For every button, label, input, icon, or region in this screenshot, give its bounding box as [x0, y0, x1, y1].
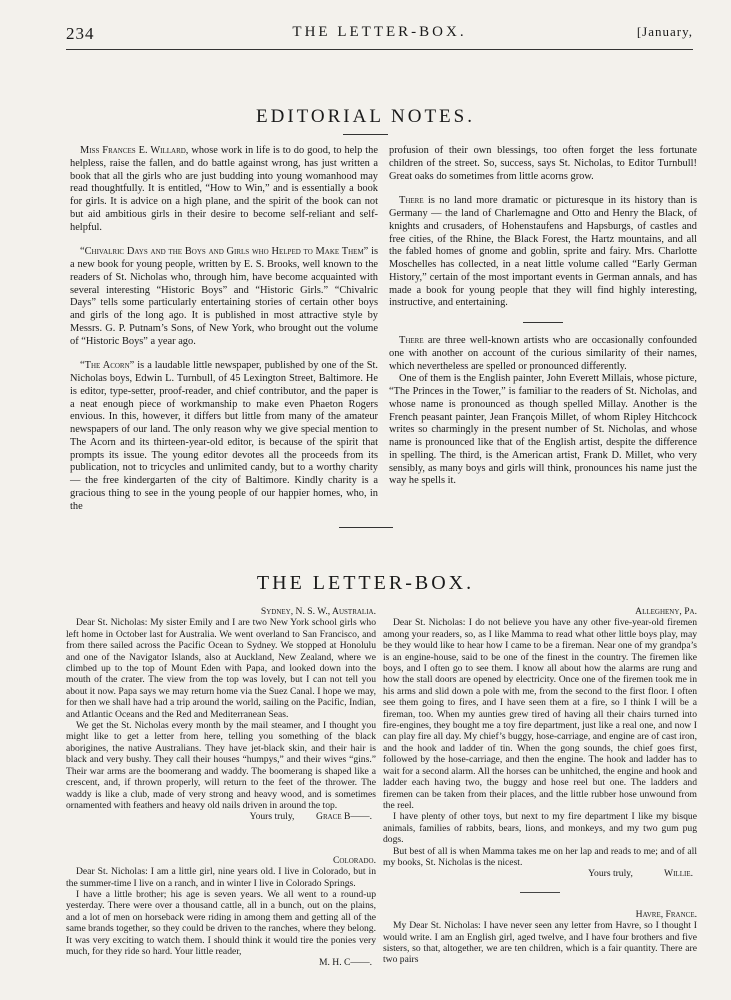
paragraph-lead: Miss Frances E. Willard, — [80, 145, 189, 156]
paragraph-lead: “Chivalric Days and the Boys and Girls who Helped to Make Them” — [80, 246, 369, 258]
editorial-title: EDITORIAL NOTES. — [256, 106, 475, 127]
editorial-paragraph — [389, 335, 697, 373]
letter-place: Allegheny, Pa. — [635, 606, 697, 617]
editorial-title-rule — [343, 134, 388, 135]
paragraph-lead: There — [399, 195, 424, 207]
editorial-left-column — [70, 145, 378, 525]
letter-place: Havre, France. — [635, 908, 697, 920]
letter-paragraph: But best of all is when Mamma takes me on her lap and reads to me; and of all my books, St. Nicholas is the nicest. — [383, 845, 697, 868]
letter-paragraph: I have plenty of other toys, but next to my fire department I like my bisque animals, families of rabbits, bears, lions, and monkeys, and my two gum pug dogs. — [383, 811, 697, 846]
letter-place: Sydney, N. S. W., Australia. — [260, 606, 376, 617]
paragraph-lead: There — [399, 335, 424, 346]
letter-signoff — [383, 868, 693, 879]
letterbox-left-column — [66, 606, 376, 969]
letter-signature: Willie. — [664, 868, 693, 880]
editorial-paragraph — [389, 373, 697, 488]
paragraph-text: profusion of their own blessings, too often forget the less fortunate children of the street. So, success, says St. Nicholas, to Editor Turnbull! Great oaks do sometimes from little acorns grow. — [389, 145, 697, 182]
running-title: THE LETTER-BOX. — [292, 24, 467, 40]
editorial-paragraph — [389, 145, 697, 183]
letterbox-title: THE LETTER-BOX. — [256, 572, 475, 594]
page-number: 234 — [66, 24, 95, 43]
letter-signoff — [66, 957, 372, 968]
editorial-right-column — [389, 145, 697, 500]
paragraph-text: are three well-known artists who are occasionally confounded one with another on account of the curious similarity of their names, which nevertheless are spelled or pronounced differently. — [389, 335, 697, 372]
paragraph-text: is a laudable little newspaper, published by one of the St. Nicholas boys, Edwin L. Turnbull, of 45 Lexington Street, Baltimore. He is editor, type-setter, proof-reader, and chief contributor, and the paper is a neat enough piece of workmanship to make even Phaeton Rogers envious. In this, however, it differs but little from many of the amateur newspapers of our land. The only reason why we give special mention to The Acorn and its thirteen-year-old editor, is because of the spirit that prompts its issue. The young editor devotes all the proceeds from its publication, not to tricycles and unlimited candy, but to a worthy charity — the free kindergarten of the city of Baltimore. Kindly charity is a gracious thing to see in the young people of our happier homes, who, in the — [70, 360, 378, 512]
letter-paragraph: Dear St. Nicholas: My sister Emily and I are two New York school girls who left home in October last for Australia. We went overland to San Francisco, and from there sailed across the Pacific Ocean to Sydney. We stopped at Honolulu and one of the Navigator Islands, also at Auckland, New Zealand, where we climbed up to the top of Mount Eden with Papa, and looked down into the mouth of the crater. The view from the top was lovely, but I can not tell you about it now. Papa says we may return home via the Suez Canal. I hope we may, for then we shall have had a trip around the world, sailing on the Pacific, Indian, and Atlantic Oceans and the Red and Mediterranean Seas. — [66, 617, 376, 720]
letter-divider — [520, 892, 560, 893]
header-rule — [66, 49, 693, 50]
letter-closing: Yours truly, — [249, 811, 295, 823]
letter-paragraph: My Dear St. Nicholas: I have never seen any letter from Havre, so I thought I would write. I am an English girl, aged twelve, and I have four brothers and five sisters, so that, altogether, we are ten children, which is a fair quantity. There are two pairs — [383, 920, 697, 966]
letter-closing: Yours truly, — [588, 868, 633, 880]
editorial-paragraph — [70, 246, 378, 348]
section-divider — [339, 527, 393, 528]
letter-paragraph: We get the St. Nicholas every month by the mail steamer, and I thought you might like to get a letter from here, telling you something of the black aborigines, the native Australians. They have jet-black skin, and their hair is black and very bushy. They call their houses “humpys,” and their wives “gins.” Their war arms are the boomerang and waddy. The boomerang is shaped like a crescent, and, if thrown properly, will return to the feet of the thrower. The waddy is like a club, made of very strong and heavy wood, and is sometimes ornamented with feathers and heavy old nails driven in around the top. — [66, 720, 376, 811]
letter-paragraph: Dear St. Nicholas: I am a little girl, nine years old. I live in Colorado, but in the summer-time I live on a ranch, and in winter I live in Colorado Springs. — [66, 866, 376, 889]
running-head — [66, 24, 693, 44]
letter-paragraph: Dear St. Nicholas: I do not believe you have any other five-year-old firemen among your readers, so, as I like Mamma to read what other little boys play, may be they would like to hear how I came to be a fireman. Near one of my grandpa’s is an engine-house, said to be one of the finest in the country. The firemen like boys, and I often go to see them. I know all about how the alarms are rung and how the stall doors are opened by electricity. Once one of the firemen took me in his arms and slid down a pole with me, from the second to the first floor. I often see them going to fires, and I have seen them at a fire, so I think I will be a fireman, too. When my aunties grew tired of having all their chairs turned into fire-engines, they bought me a toy fire department, just like a real one, and now I can play fire all day. My chief’s buggy, hose-carriage, and engine are of cast iron, and the hook and ladder of tin. When the gong sounds, the chief goes first, followed by the hose-carriage, and then the engine. The hook and ladder has to wait for a second alarm. All the horses can be unhitched, the engine and hook and ladder each having two, the buggy and hose reel but one. The ladders and firemen can be taken from their places, and the little rubber hose unwound from the reel. — [383, 617, 697, 811]
letter-place: Colorado. — [332, 854, 376, 866]
paragraph-text: is a new book for young people, written by E. S. Brooks, well known to the readers of St. Nicholas who, through him, have become acquainted with several interesting “Historic Boys” and “Historic Girls.” “Chivalric Days” tells some particularly entertaining stories of certain other boys and girls of the long ago. It is published in most attractive style by Messrs. G. P. Putnam’s Sons, of New York, who brought out the volume of “Historic Boys” a year ago. — [70, 246, 378, 347]
letter-signature: Grace B——. — [316, 811, 372, 823]
letter-signature: M. H. C——. — [318, 957, 372, 969]
letterbox-right-column — [383, 606, 697, 966]
paragraph-text: One of them is the English painter, John Everett Millais, whose picture, “The Princes in the Tower,” is familiar to the readers of St. Nicholas, and whose name is pronounced as though spelled Millay. Another is the French peasant painter, Jean François Millet, of whom Ripley Hitchcock writes so charmingly in the present number of St. Nicholas, and whose name is pronounced like that of the English artist, despite the difference in spelling. The third, is the American artist, Frank D. Millet, who very sensibly, as many boys and girls will think, pronounces his name just the way he spells it. — [389, 373, 697, 487]
letter-paragraph: I have a little brother; his age is seven years. We all went to a round-up yesterday. There were over a thousand cattle, all in a bunch, out on the plains, and a lot of men on horseback were riding in among them and getting all of the same brands together, so they could be driven to the ranches, where they belong. It was very exciting to watch them. I should think it would tire the ponies very much, for they ride so hard. Your little reader, — [66, 888, 376, 957]
paragraph-text: whose work in life is to do good, to help the helpless, raise the fallen, and do battle against wrong, has just written a book that all the girls who are just budding into young womanhood may read thoughtfully. It is entitled, “How to Win,” and is essentially a book for girls. It is advice on a high plane, and the spirit of the book can not but aid ambitious girls in their desire to become self-reliant and self-helpful. — [70, 145, 378, 233]
paragraph-lead: “The Acorn” — [80, 360, 135, 372]
editorial-divider — [523, 322, 563, 323]
running-month: [January, — [636, 24, 693, 39]
editorial-paragraph — [70, 360, 378, 513]
letter-gap — [66, 823, 376, 837]
editorial-paragraph — [389, 195, 697, 310]
letter-signoff — [66, 811, 372, 822]
paragraph-text: is no land more dramatic or picturesque in its history than is Germany — the land of Charlemagne and Otto and Henry the Black, of knights and crusaders, of Hohenstaufens and Hapsburgs, of castles and free cities, of the Rhine, the Black Forest, the Hartz mountains, and all the fabled homes of gnome and goblin, sprite and fairy. Mrs. Charlotte Moschelles has collected, in a neat little volume called “Early German History,” certain of the most important events in German annals, and has made a book for young people that they will find highly interesting, instructive, and entertaining. — [389, 195, 697, 309]
editorial-paragraph — [70, 145, 378, 234]
